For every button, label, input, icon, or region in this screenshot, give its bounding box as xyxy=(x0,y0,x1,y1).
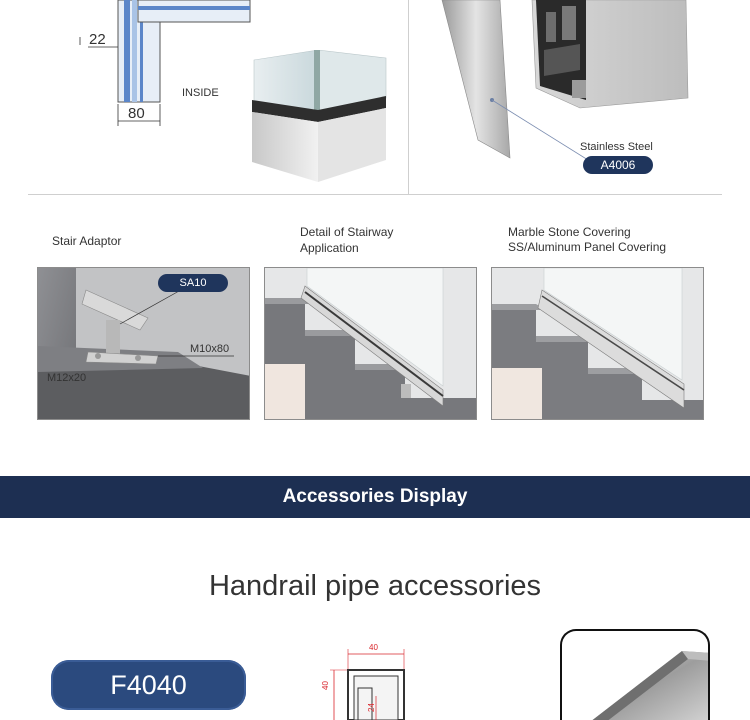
banner-title: Accessories Display xyxy=(282,486,468,507)
drawing-height-label: 40 xyxy=(321,681,330,690)
stainless-cover-render xyxy=(440,0,700,160)
dimension-22-label: 22 xyxy=(89,31,106,48)
accessories-section-title: Handrail pipe accessories xyxy=(208,570,542,602)
code-badge-a4006: A4006 xyxy=(583,156,653,174)
accessories-banner xyxy=(0,476,750,518)
stair-adaptor-caption: Stair Adaptor xyxy=(52,234,122,248)
m12x20-label: M12x20 xyxy=(47,372,87,384)
inside-label: INSIDE xyxy=(182,87,219,99)
stairway-caption-line2: Application xyxy=(300,241,359,255)
dimension-80-label: 80 xyxy=(128,105,145,122)
drawing-width-label: 40 xyxy=(369,643,378,652)
stairway-caption-line1: Detail of Stairway xyxy=(300,225,394,239)
m10x80-label: M10x80 xyxy=(190,343,230,355)
sa10-tag: SA10 xyxy=(158,274,228,292)
vertical-divider xyxy=(408,0,409,194)
covering-caption-line2: SS/Aluminum Panel Covering xyxy=(508,240,667,254)
square-tube-photo xyxy=(560,629,710,720)
model-badge-f4040: F4040 xyxy=(51,660,246,710)
stairway-application-photo xyxy=(264,267,477,420)
horizontal-divider xyxy=(28,194,722,195)
corner-section-drawing xyxy=(60,0,260,135)
stainless-steel-label: Stainless Steel xyxy=(580,141,653,153)
drawing-inner-label: 24 xyxy=(367,703,376,712)
covering-caption-line1: Marble Stone Covering xyxy=(508,225,631,239)
panel-covering-photo xyxy=(491,267,704,420)
corner-glass-render xyxy=(248,50,388,185)
